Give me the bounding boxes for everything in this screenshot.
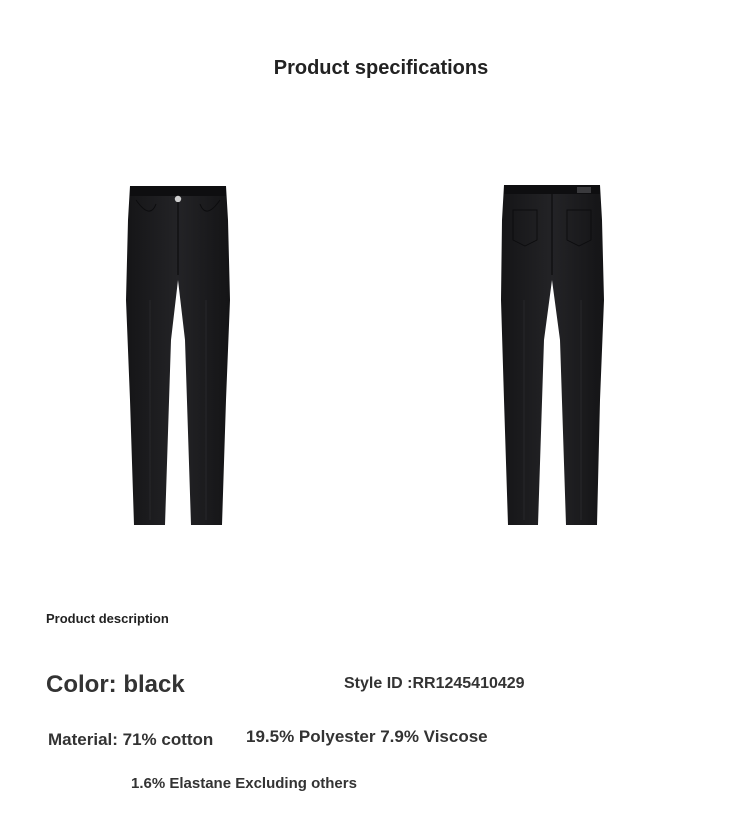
back-pants-image [497, 180, 609, 530]
color-label: Color: black [46, 671, 185, 698]
style-id-label: Style ID :RR1245410429 [344, 675, 525, 692]
front-pants-image [122, 180, 234, 530]
material-line-2: 1.6% Elastane Excluding others [131, 775, 357, 792]
material-label: Material: 71% cotton [48, 730, 214, 749]
product-description-heading: Product description [46, 611, 169, 626]
page-title: Product specifications [273, 57, 489, 79]
material-extra-label: 19.5% Polyester 7.9% Viscose [246, 727, 488, 746]
